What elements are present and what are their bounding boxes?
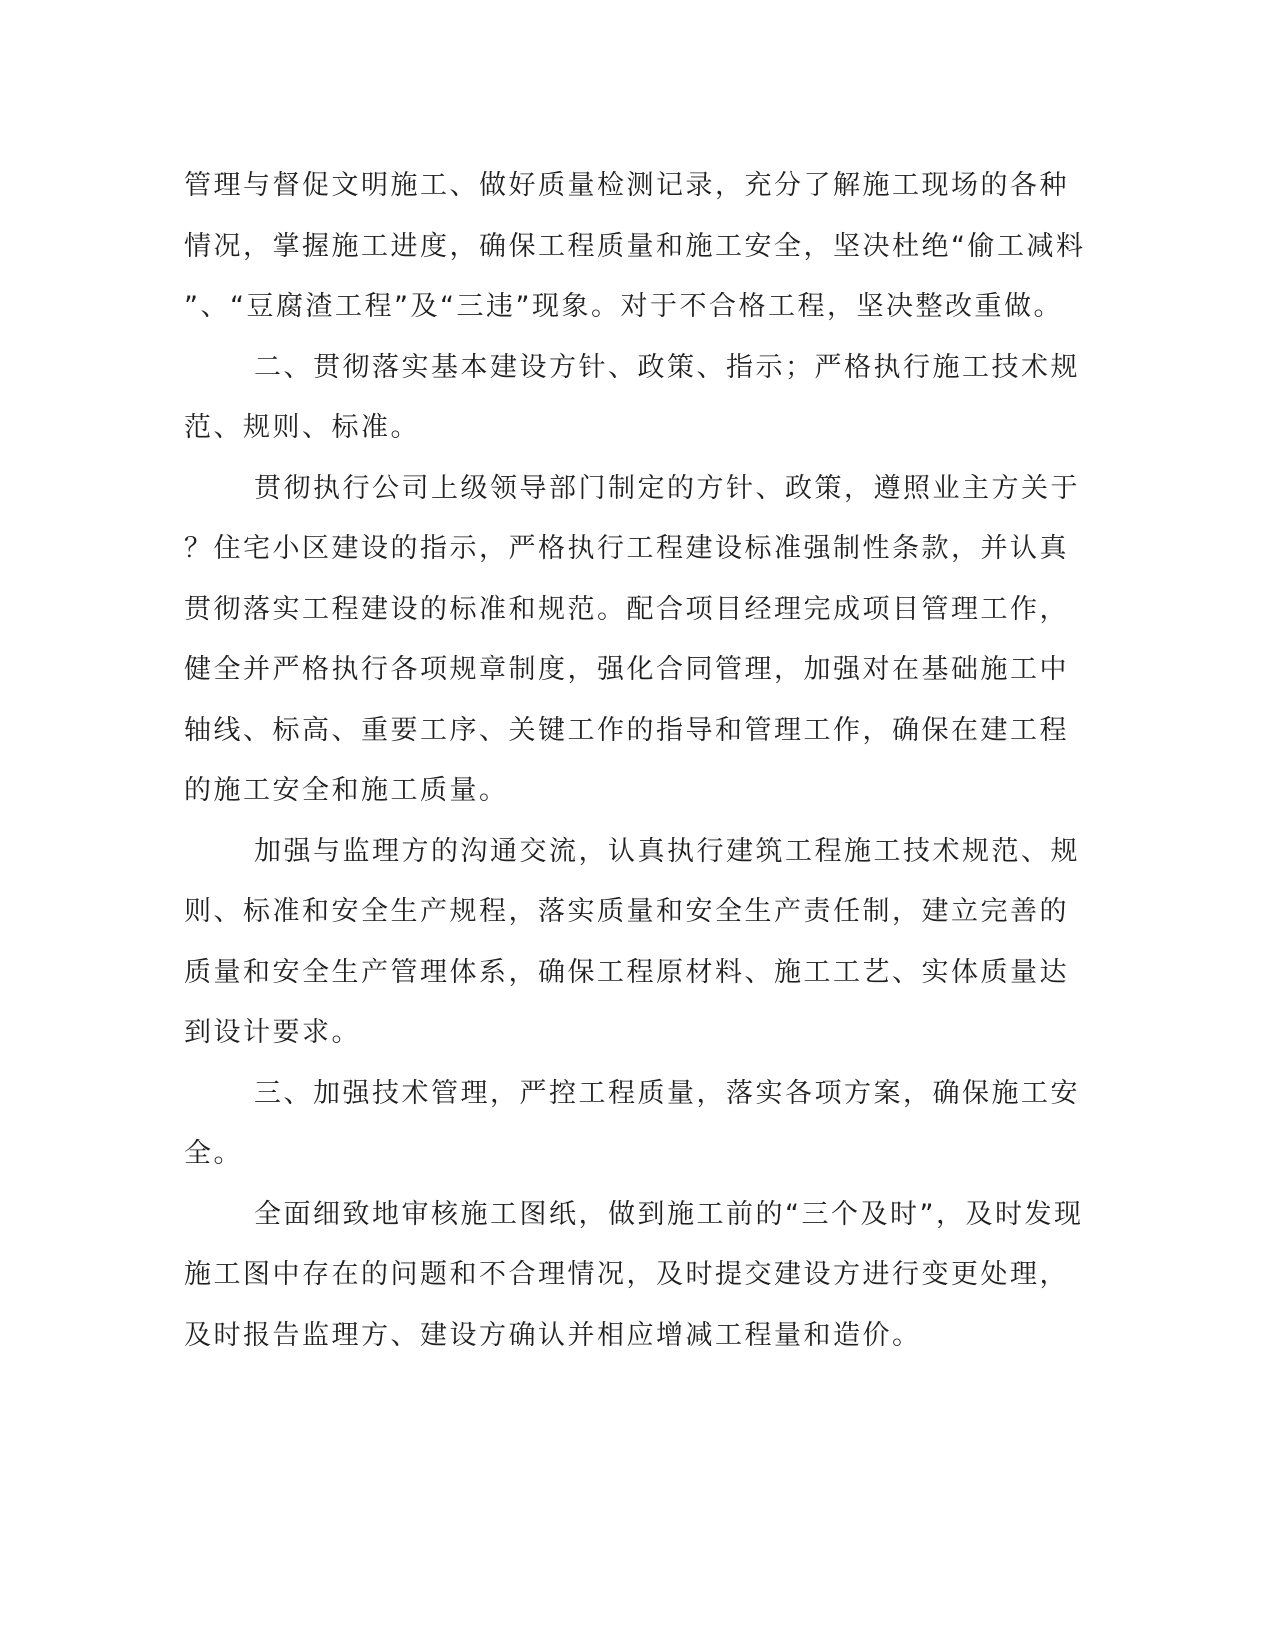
paragraph-line: 健全并严格执行各项规章制度，强化合同管理，加强对在基础施工中	[184, 654, 1069, 685]
paragraph-2-heading	[184, 338, 1080, 459]
paragraph-line: 三、加强技术管理，严控工程质量，落实各项方案，确保施工安	[254, 1077, 1080, 1109]
paragraph-4	[184, 822, 1080, 1064]
paragraph-line: 的施工安全和施工质量。	[184, 775, 509, 806]
paragraph-line: 质量和安全生产管理体系，确保工程原材料、施工工艺、实体质量达	[184, 956, 1069, 988]
paragraph-line: 范、规则、标准。	[184, 412, 420, 443]
paragraph-6	[184, 1185, 1084, 1367]
paragraph-line: 情况，掌握施工进度，确保工程质量和施工安全，坚决杜绝“偷工减料	[184, 230, 1086, 262]
paragraph-line: 全面细致地审核施工图纸，做到施工前的“三个及时”，及时发现	[254, 1198, 1084, 1230]
paragraph-line: ”、“豆腐渣工程”及“三违”现象。对于不合格工程，坚决整改重做。	[184, 291, 1063, 322]
paragraph-line: 加强与监理方的沟通交流，认真执行建筑工程施工技术规范、规	[254, 835, 1080, 867]
paragraph-line: 轴线、标高、重要工序、关键工作的指导和管理工作，确保在建工程	[184, 714, 1069, 746]
paragraph-line: 施工图中存在的问题和不合理情况，及时提交建设方进行变更处理，	[184, 1259, 1069, 1290]
paragraph-1	[184, 156, 1086, 338]
paragraph-line: 贯彻执行公司上级领导部门制定的方针、政策，遵照业主方关于	[254, 472, 1080, 504]
paragraph-line: 贯彻落实工程建设的标准和规范。配合项目经理完成项目管理工作，	[184, 593, 1069, 625]
paragraph-line: 管理与督促文明施工、做好质量检测记录，充分了解施工现场的各种	[184, 170, 1069, 201]
paragraph-3	[184, 459, 1080, 822]
paragraph-line: 二、贯彻落实基本建设方针、政策、指示；严格执行施工技术规	[254, 351, 1080, 383]
paragraph-line: 到设计要求。	[184, 1017, 361, 1048]
paragraph-line: 全。	[184, 1138, 243, 1169]
paragraph-line: ？住宅小区建设的指示，严格执行工程建设标准强制性条款，并认真	[184, 533, 1069, 564]
document-body	[184, 156, 1086, 1366]
paragraph-line: 则、标准和安全生产规程，落实质量和安全生产责任制，建立完善的	[184, 896, 1069, 927]
paragraph-5-heading	[184, 1064, 1080, 1185]
paragraph-line: 及时报告监理方、建设方确认并相应增减工程量和造价。	[184, 1319, 922, 1351]
